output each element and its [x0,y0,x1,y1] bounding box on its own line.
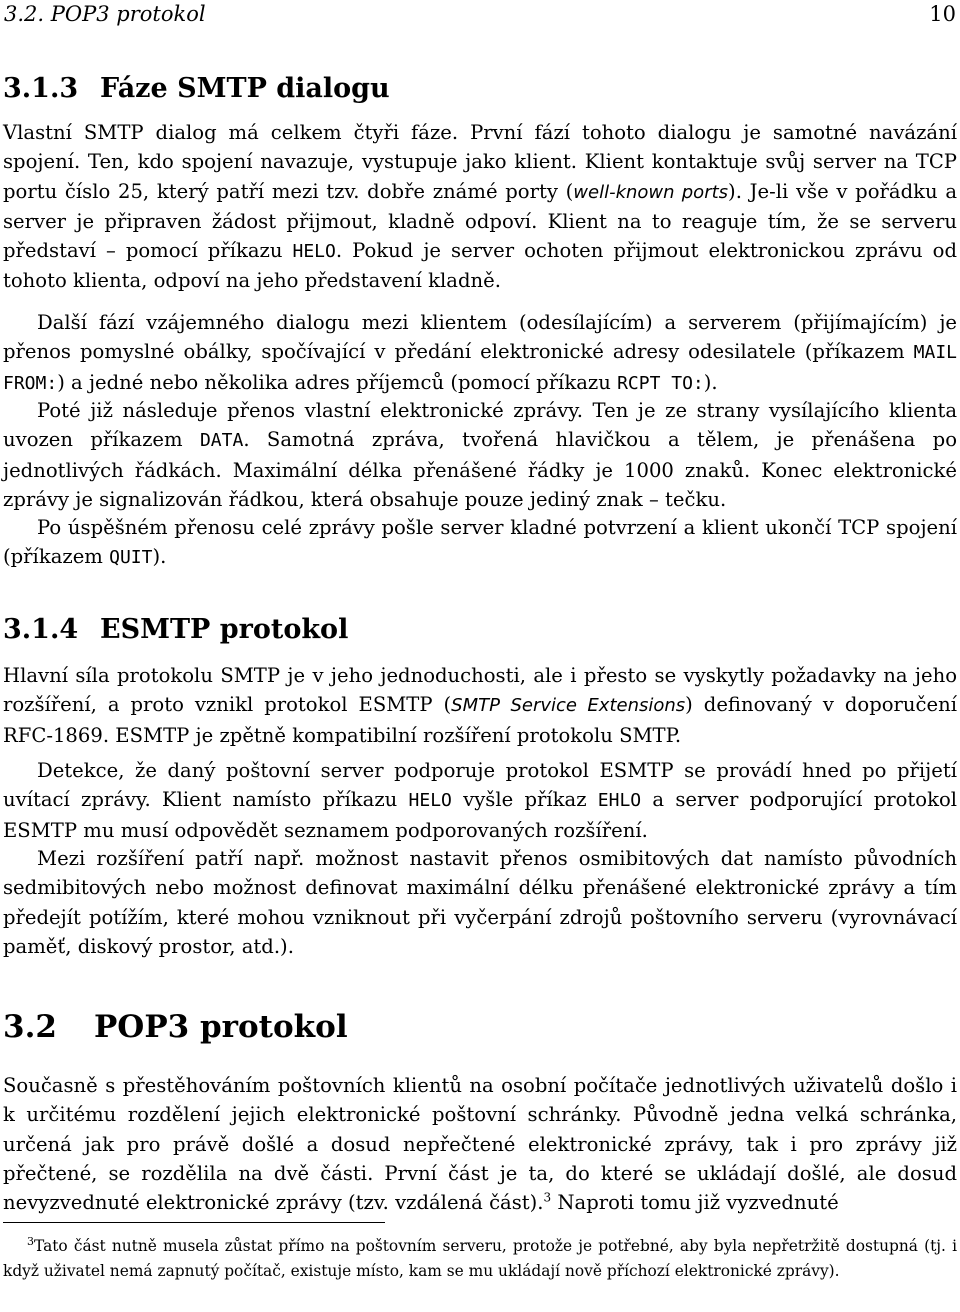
section-title: POP3 protokol [94,1009,348,1045]
text-run: ) definovaný v doporučení RFC-1869. ESMTP je zpětně kompatibilní rozšíření protokolu SMTP. [3,693,957,747]
term-emphasis: well-known ports [573,181,729,203]
text-run: Detekce, že daný poštovní server podporuje protokol ESMTP se provádí hned po přijetí uvítací zprávy. Klient namísto příkazu [3,759,957,812]
text-run: Po úspěšném přenosu celé zprávy pošle server kladné potvrzení a klient ukončí TCP spojení (příkazem [3,516,957,569]
footnote-rule [3,1222,385,1223]
text-run: . Pokud je server ochoten přijmout elektronickou zprávu od tohoto klienta, odpoví na jeho představení kladně. [3,239,957,293]
section-heading-3-1-4 [3,613,348,647]
text-run: ). [152,545,167,569]
running-head-title: 3.2. POP3 protokol [4,2,206,26]
section-title: Fáze SMTP dialogu [100,73,390,104]
command-code: DATA [199,430,244,452]
section-heading-3-1-3 [3,72,390,106]
text-run: Vlastní SMTP dialog má celkem čtyři fáze. První fází tohoto dialogu je samotné navázání spojení. Ten, kdo spojení navazuje, vystupuje jako klient. Klient kontaktuje svůj server na TCP portu číslo 25, který patří mezi tzv. dobře známé porty ( [3,121,957,203]
command-code: QUIT [109,547,153,569]
section-heading-3-2 [3,1007,348,1047]
text-run: ) a jedné nebo několika adres příjemců (pomocí příkazu [57,370,618,394]
running-head [4,0,956,28]
paragraph [3,118,957,296]
paragraph [3,396,957,514]
paragraph [3,756,957,845]
paragraph: Mezi rozšíření patří např. možnost nastavit přenos osmibitových dat namísto původních sedmibitových nebo možnost definovat maximální délku přenášené elektronické zprávy a tím předejít potížím, které mohou vzniknout při vyčerpání zdrojů poštovního serveru (vyrovnávací paměť, diskový prostor, atd.). [3,847,957,958]
text-run: ). Je-li vše v pořádku a server je připraven žádost přijmout, kladně odpoví. Klient na to reaguje tím, že se serveru představí – pomocí příkazu [3,179,958,263]
text-run: Současně s přestěhováním poštovních klientů na osobní počítače jednotlivých uživatelů došlo i k určitému rozdělení jejich elektronické poštovní schránky. Původně jedna velká schránka, určená jak pro právě došlé a dosud nepřečtené elektronické zprávy, tak i pro zprávy již přečtené, se rozdělila na dvě části. První část je ta, do které se ukládají došlé, ale dosud nevyzvednuté elektronické zprávy (tzv. vzdálená část). [3,1074,957,1215]
text-run: a server podporující protokol ESMTP mu musí odpovědět seznamem podporovaných rozšíření. [3,788,958,842]
section-title: ESMTP protokol [100,614,349,645]
paragraph [3,308,957,398]
text-run: ). [703,370,718,394]
section-number: 3.1.4 [3,614,79,645]
paragraph [3,513,957,573]
section-number: 3.2 [3,1009,57,1045]
command-code: RCPT TO: [617,372,704,394]
paragraph [3,661,957,750]
text-run: vyšle příkaz [451,788,598,812]
page-number: 10 [929,2,956,26]
command-code: HELO [292,241,336,263]
footnote-reference: 3 [543,1190,552,1205]
section-number: 3.1.3 [3,73,79,104]
text-run: Další fází vzájemného dialogu mezi klientem (odesílajícím) a serverem (přijímajícím) je přenos pomyslné obálky, spočívající v předání elektronické adresy odesilatele (příkazem [3,311,957,364]
command-code: MAIL FROM: [3,342,957,394]
text-run: . Samotná zpráva, tvořená hlavičkou a tělem, je přenášena po jednotlivých řádkách. Maximální délka přenášené řádky je 1000 znaků. Konec elektronické zprávy je signalizován řádkou, která obsahuje pouze jediný znak – tečku. [3,428,957,511]
footnote [3,1234,957,1283]
footnote-mark: 3 [27,1234,34,1248]
text-run: Naproti tomu již vyzvednuté [551,1191,839,1215]
text-run: Hlavní síla protokolu SMTP je v jeho jednoduchosti, ale i přesto se vyskytly požadavky na jeho rozšíření, a proto vznikl protokol ESMTP ( [3,664,957,717]
footnote-text: Tato část nutně musela zůstat přímo na poštovním serveru, protože je potřebné, aby byla nepřetržitě dostupná (tj. i když uživatel nemá zapnutý počítač, existuje místo, kam se mu ukládají nově příchozí elektronické zprávy). [3,1237,957,1280]
text-run: Poté již následuje přenos vlastní elektronické zprávy. Ten je ze strany vysílajícího klienta uvozen příkazem [3,399,957,452]
term-emphasis: SMTP Service Extensions [451,695,686,717]
command-code: EHLO [597,790,642,812]
command-code: HELO [408,790,452,812]
paragraph [3,1071,957,1217]
